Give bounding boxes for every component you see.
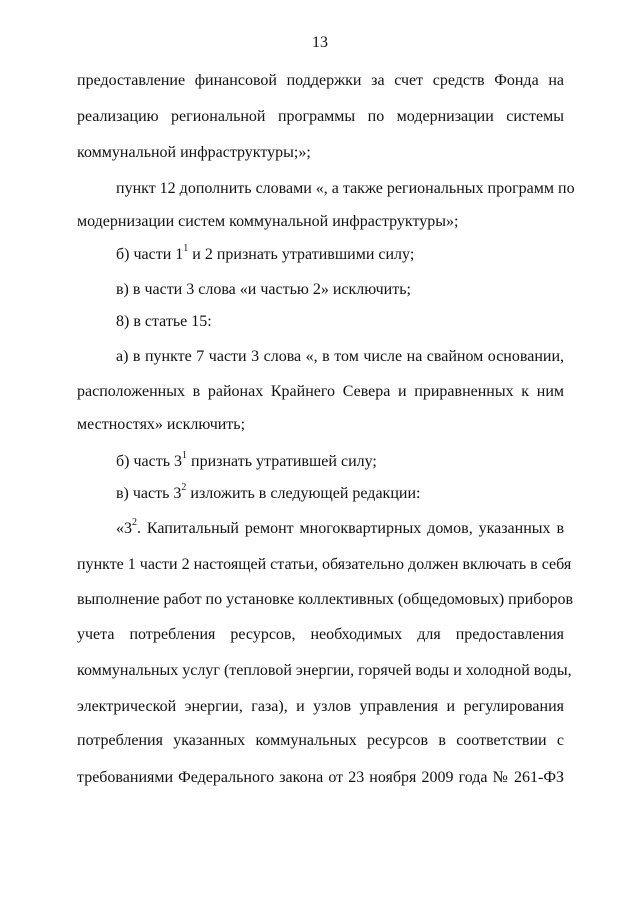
text-line: потребления указанных коммунальных ресурсов в соответствии с (77, 732, 564, 749)
text-line: расположенных в районах Крайнего Севера и приравненных к ним (77, 383, 564, 400)
text-line: коммунальной инфраструктуры;»; (77, 144, 311, 161)
text-segment: . Капитальный ремонт многоквартирных домов, указанных в (137, 520, 564, 537)
text-segment (116, 516, 137, 539)
text-segment: б) часть 3 (116, 453, 183, 470)
superscript: 2 (181, 481, 187, 493)
superscript: 1 (182, 449, 188, 461)
text-segment: признать утратившей силу; (187, 453, 377, 470)
text-line (116, 449, 564, 472)
text-line: реализацию региональной программы по модернизации системы (77, 108, 564, 125)
text-line: а) в пункте 7 части 3 слова «, в том числе на свайном основании, (116, 348, 564, 365)
text-line: электрической энергии, газа), и узлов управления и регулирования (77, 698, 564, 715)
text-line (116, 242, 564, 265)
text-segment: «3 (116, 520, 132, 537)
page-number: 13 (312, 34, 328, 51)
text-line (116, 516, 564, 539)
superscript: 2 (132, 516, 137, 528)
text-line: пункт 12 дополнить словами «, а также региональных программ по (116, 180, 575, 197)
text-line: учета потребления ресурсов, необходимых для предоставления (77, 626, 564, 643)
text-segment: и 2 признать утратившими силу; (188, 246, 415, 263)
text-line: в) в части 3 слова «и частью 2» исключить; (116, 281, 411, 298)
text-line (116, 481, 564, 504)
text-line: модернизации систем коммунальной инфраструктуры»; (77, 213, 459, 230)
text-line: 8) в статье 15: (116, 313, 212, 330)
superscript: 1 (183, 242, 189, 254)
text-line: требованиями Федерального закона от 23 ноября 2009 года № 261-ФЗ (77, 769, 564, 786)
text-line: коммунальных услуг (тепловой энергии, горячей воды и холодной воды, (77, 662, 572, 679)
text-line: местностях» исключить; (77, 416, 246, 433)
text-line: предоставление финансовой поддержки за счет средств Фонда на (77, 72, 564, 89)
text-segment: изложить в следующей редакции: (186, 485, 421, 502)
text-line: выполнение работ по установке коллективных (общедомовых) приборов (77, 591, 573, 608)
text-segment: в) часть 3 (116, 485, 182, 502)
text-segment: б) части 1 (116, 246, 184, 263)
text-line: пункте 1 части 2 настоящей статьи, обязательно должен включать в себя (77, 556, 572, 573)
